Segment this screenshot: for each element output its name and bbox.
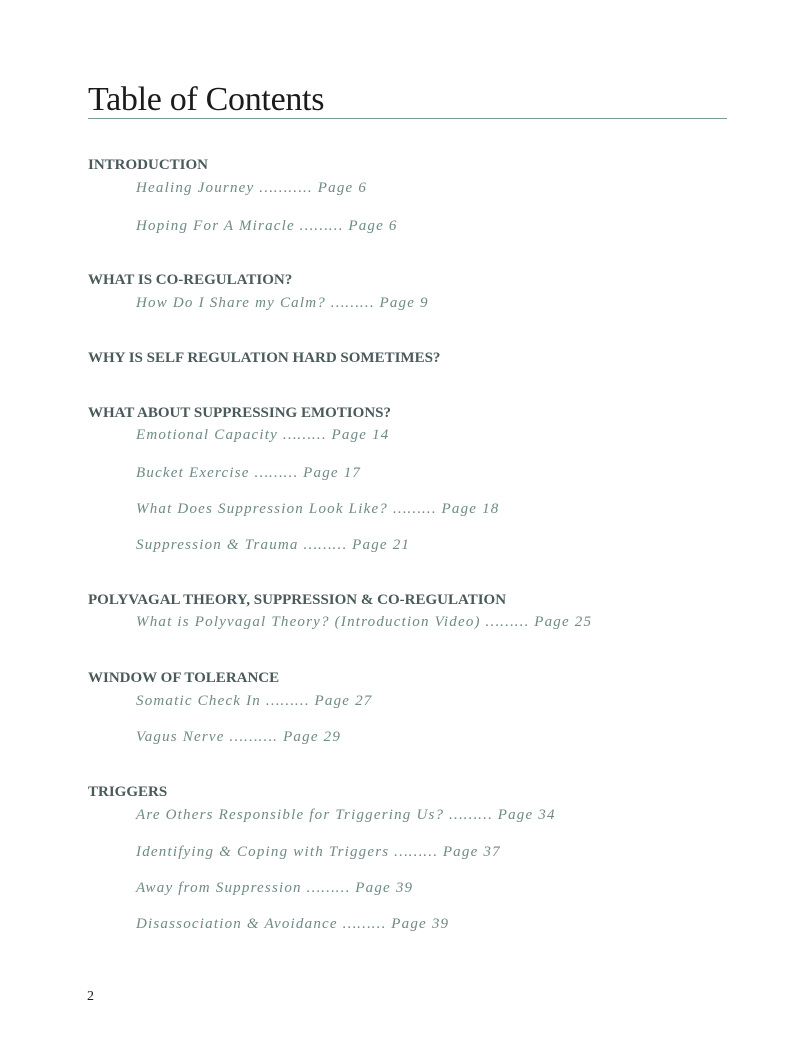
toc-entry-vagus-nerve[interactable]: Vagus Nerve ………. Page 29: [136, 729, 342, 745]
page-number: 2: [87, 989, 94, 1004]
toc-entry-emotional-capacity[interactable]: Emotional Capacity ……… Page 14: [136, 427, 390, 443]
toc-entry-bucket-exercise[interactable]: Bucket Exercise ……… Page 17: [136, 465, 362, 481]
section-heading-polyvagal: POLYVAGAL THEORY, SUPPRESSION & CO-REGULATION: [88, 592, 507, 608]
toc-entry-suppression-trauma[interactable]: Suppression & Trauma ……… Page 21: [136, 537, 411, 553]
section-heading-triggers: TRIGGERS: [88, 784, 168, 800]
section-heading-introduction: INTRODUCTION: [88, 157, 209, 173]
toc-entry-others-responsible[interactable]: Are Others Responsible for Triggering Us? ……… Page 34: [136, 807, 556, 823]
section-heading-co-regulation: WHAT IS CO-REGULATION?: [88, 272, 293, 288]
title-divider: [88, 118, 727, 119]
toc-entry-polyvagal-theory[interactable]: What is Polyvagal Theory? (Introduction Video) ……… Page 25: [136, 614, 593, 630]
section-heading-suppressing-emotions: WHAT ABOUT SUPPRESSING EMOTIONS?: [88, 405, 391, 421]
toc-entry-healing-journey[interactable]: Healing Journey ……….. Page 6: [136, 180, 368, 196]
toc-entry-identifying-coping[interactable]: Identifying & Coping with Triggers ……… Page 37: [136, 844, 501, 860]
toc-entry-away-from-suppression[interactable]: Away from Suppression ……… Page 39: [136, 880, 414, 896]
page-title: Table of Contents: [88, 81, 325, 118]
toc-entry-share-my-calm[interactable]: How Do I Share my Calm? ……… Page 9: [136, 295, 429, 311]
toc-entry-hoping-for-a-miracle[interactable]: Hoping For A Miracle ……… Page 6: [136, 218, 398, 234]
section-heading-self-regulation: WHY IS SELF REGULATION HARD SOMETIMES?: [88, 350, 441, 366]
toc-entry-suppression-look-like[interactable]: What Does Suppression Look Like? ……… Page 18: [136, 501, 500, 517]
section-heading-window-of-tolerance: WINDOW OF TOLERANCE: [88, 670, 280, 686]
toc-entry-disassociation-avoidance[interactable]: Disassociation & Avoidance ……… Page 39: [136, 916, 450, 932]
toc-entry-somatic-check-in[interactable]: Somatic Check In ……… Page 27: [136, 693, 373, 709]
